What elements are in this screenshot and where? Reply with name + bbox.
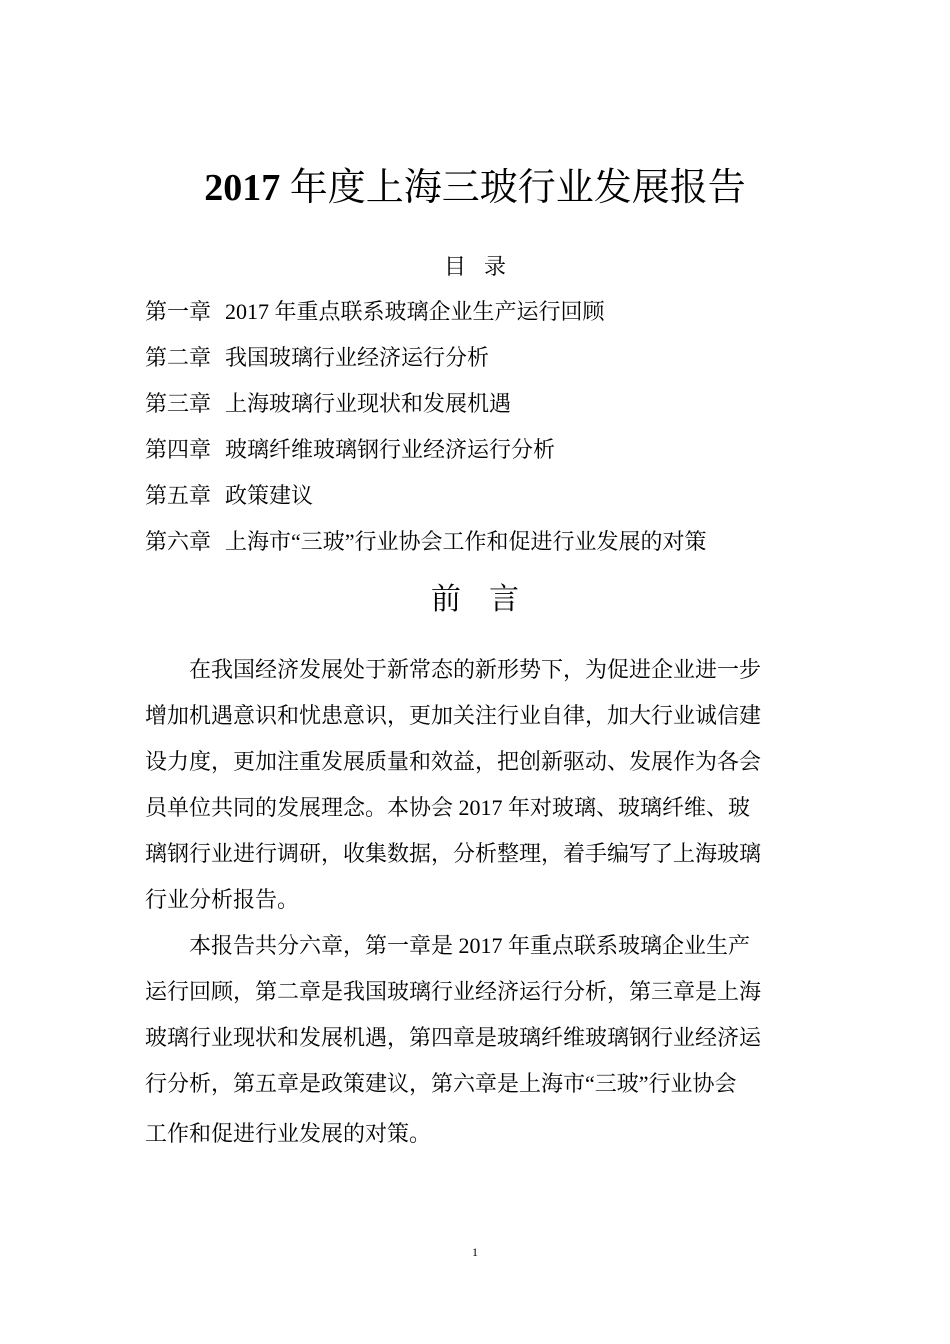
toc-item <box>145 386 707 432</box>
paragraph-line: 工作和促进行业发展的对策。 <box>145 1121 432 1146</box>
toc-chapter-number: 第二章 <box>145 345 212 370</box>
toc-item <box>145 294 707 340</box>
toc-chapter-title: 政策建议 <box>225 483 314 508</box>
toc-chapter-number: 第三章 <box>145 391 212 416</box>
paragraph-line: 璃钢行业进行调研，收集数据，分析整理，着手编写了上海玻璃 <box>145 841 762 866</box>
toc-chapter-number: 第五章 <box>145 483 212 508</box>
toc-chapter-title: 玻璃纤维玻璃钢行业经济运行分析 <box>225 437 556 462</box>
toc-item <box>145 478 707 524</box>
toc-chapter-title: 上海市“三玻”行业协会工作和促进行业发展的对策 <box>225 529 707 554</box>
preface-paragraph <box>145 647 825 923</box>
paragraph-line: 在我国经济发展处于新常态的新形势下，为促进企业进一步 <box>189 657 762 682</box>
toc-item <box>145 524 707 570</box>
document-title <box>0 160 950 216</box>
paragraph-line: 员单位共同的发展理念。本协会 2017 年对玻璃、玻璃纤维、玻 <box>145 795 751 820</box>
preface-heading: 前言 <box>431 583 547 616</box>
toc-chapter-title: 上海玻璃行业现状和发展机遇 <box>225 391 512 416</box>
toc-chapter-number: 第六章 <box>145 529 212 554</box>
toc-item <box>145 340 707 386</box>
paragraph-line: 增加机遇意识和忧患意识，更加关注行业自律，加大行业诚信建 <box>145 703 762 728</box>
paragraph-line: 运行回顾，第二章是我国玻璃行业经济运行分析，第三章是上海 <box>145 979 762 1004</box>
table-of-contents <box>145 294 707 570</box>
paragraph-line: 玻璃行业现状和发展机遇，第四章是玻璃纤维玻璃钢行业经济运 <box>145 1025 762 1050</box>
paragraph-line: 行业分析报告。 <box>145 887 300 912</box>
paragraph-line: 设力度，更加注重发展质量和效益，把创新驱动、发展作为各会 <box>145 749 762 774</box>
page-number: 1 <box>472 1245 478 1259</box>
title-year: 2017 <box>204 167 281 209</box>
preface-paragraph <box>145 923 825 1157</box>
toc-chapter-title: 2017 年重点联系玻璃企业生产运行回顾 <box>225 299 605 324</box>
toc-item <box>145 432 707 478</box>
toc-chapter-title: 我国玻璃行业经济运行分析 <box>225 345 490 370</box>
toc-chapter-number: 第四章 <box>145 437 212 462</box>
paragraph-line: 本报告共分六章，第一章是 2017 年重点联系玻璃企业生产 <box>189 933 751 958</box>
toc-chapter-number: 第一章 <box>145 299 212 324</box>
title-text: 年度上海三玻行业发展报告 <box>280 167 746 209</box>
toc-heading: 目录 <box>443 254 524 279</box>
paragraph-line: 行分析，第五章是政策建议，第六章是上海市“三玻”行业协会 <box>145 1071 737 1096</box>
